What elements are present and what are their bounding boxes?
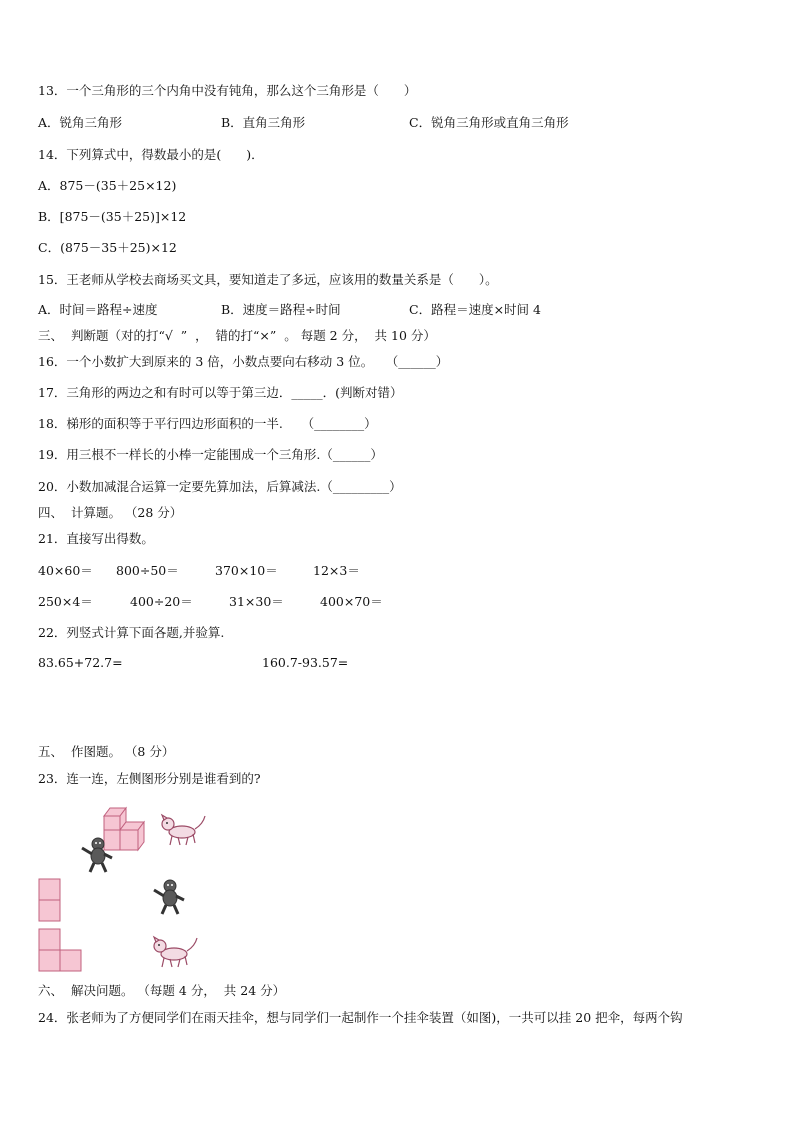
view-vertical-squares (38, 878, 62, 924)
q22-stem: 22．列竖式计算下面各题,并验算. (38, 625, 225, 640)
section3-heading: 三、 判断题（对的打“√ ” ， 错的打“×” 。 每题 2 分， 共 10 分） (38, 328, 436, 343)
view-l-shape-squares (38, 928, 84, 974)
dog-icon (150, 934, 200, 970)
q21-item: 250×4＝ (38, 594, 93, 609)
q21-item: 370×10＝ (215, 563, 278, 578)
q21-item: 40×60＝ (38, 563, 93, 578)
monkey-icon (150, 878, 190, 916)
q24-stem: 24．张老师为了方便同学们在雨天挂伞，想与同学们一起制作一个挂伞装置（如图)，一共可以挂 20 把伞，每两个钩 (38, 1010, 683, 1025)
q22-item: 160.7-93.57= (262, 655, 349, 670)
q21-item: 400×70＝ (320, 594, 383, 609)
judge-q19: 19．用三根不一样长的小棒一定能围成一个三角形.（______） (38, 447, 383, 462)
q23-stem: 23．连一连，左侧图形分别是谁看到的? (38, 771, 261, 786)
judge-q20: 20．小数加减混合运算一定要先算加法，后算减法.（_________） (38, 479, 402, 494)
q13-stem: 13．一个三角形的三个内角中没有钝角，那么这个三角形是（ ） (38, 83, 417, 98)
dog-icon (158, 812, 208, 848)
q22-item: 83.65+72.7= (38, 655, 123, 670)
section4-heading: 四、 计算题。 （28 分） (38, 505, 183, 520)
section5-heading: 五、 作图题。 （8 分） (38, 744, 175, 759)
judge-q17: 17．三角形的两边之和有时可以等于第三边．_____．(判断对错） (38, 385, 403, 400)
judge-q16: 16．一个小数扩大到原来的 3 倍，小数点要向右移动 3 位。 （______） (38, 354, 449, 369)
q21-item: 12×3＝ (313, 563, 360, 578)
section6-heading: 六、 解决问题。 （每题 4 分， 共 24 分） (38, 983, 286, 998)
q13-option-b: B．直角三角形 (221, 115, 306, 130)
q15-stem: 15．王老师从学校去商场买文具，要知道走了多远，应该用的数量关系是（ ）。 (38, 272, 498, 287)
q14-option-b: B．[875－(35＋25)]×12 (38, 209, 187, 224)
q15-option-a: A．时间＝路程÷速度 (38, 302, 158, 317)
q21-stem: 21．直接写出得数。 (38, 531, 154, 546)
q13-option-c: C．锐角三角形或直角三角形 (409, 115, 569, 130)
q21-item: 800÷50＝ (116, 563, 179, 578)
monkey-icon (78, 836, 118, 874)
q14-option-c: C．(875－35＋25)×12 (38, 240, 177, 255)
q21-item: 400÷20＝ (130, 594, 193, 609)
judge-q18: 18．梯形的面积等于平行四边形面积的一半. （________） (38, 416, 377, 431)
q15-option-c: C．路程＝速度×时间 4 (409, 302, 541, 317)
q21-item: 31×30＝ (229, 594, 284, 609)
q13-option-a: A．锐角三角形 (38, 115, 123, 130)
q15-option-b: B．速度＝路程÷时间 (221, 302, 341, 317)
q14-option-a: A．875－(35＋25×12) (38, 178, 177, 193)
q14-stem: 14．下列算式中，得数最小的是( )． (38, 147, 264, 162)
